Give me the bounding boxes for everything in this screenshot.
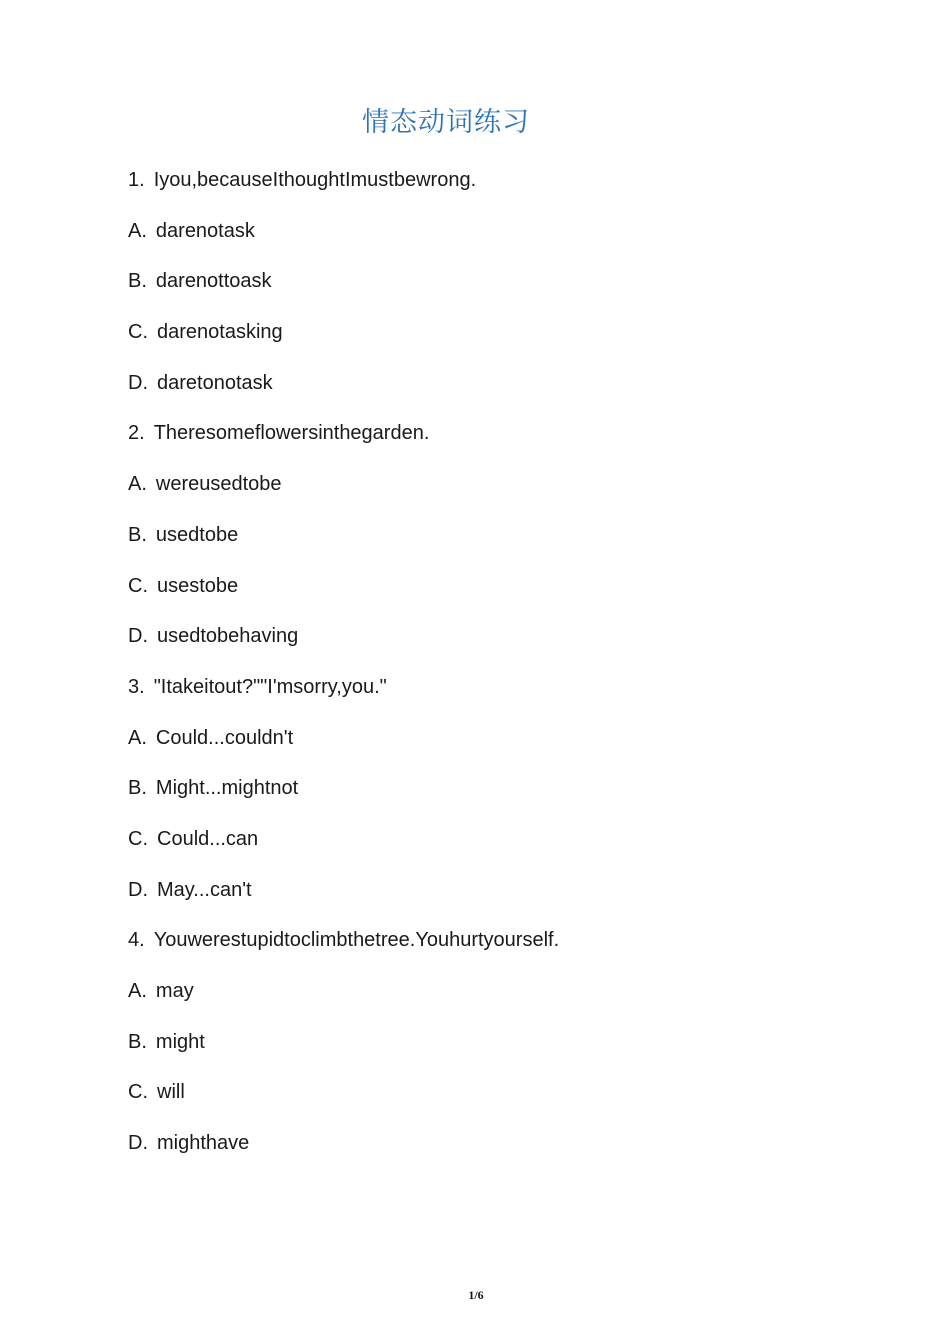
option-1d [128,369,828,420]
option-label: D. [128,878,148,901]
question-text: Youwerestupidtoclimbthetree.Youhurtyourself. [153,929,560,952]
option-text: darenotasking [157,321,283,344]
question-1 [128,166,828,217]
option-text: May...can't [157,878,252,901]
question-number: 1. [128,169,145,191]
option-label: C. [128,321,148,344]
option-text: mighthave [157,1132,250,1155]
option-label: B. [128,523,147,546]
option-4a [128,977,828,1028]
page-indicator: 1/6 [468,1288,484,1302]
question-list [128,166,828,1180]
option-label: B. [128,1030,147,1053]
option-2b [128,521,828,572]
option-4c [128,1078,828,1129]
option-1c [128,318,828,369]
option-label: B. [128,777,147,800]
question-3 [128,673,828,724]
option-text: may [155,980,194,1002]
option-text: usedtobe [155,523,239,546]
option-label: A. [128,473,147,496]
question-text: "Itakeitout?""I'msorry,you." [153,675,387,698]
question-4 [128,926,828,977]
page-title: 情态动词练习 [362,107,530,138]
option-1a [128,217,828,268]
option-text: will [157,1081,185,1104]
option-label: C. [128,827,148,850]
option-2a [128,470,828,521]
option-label: B. [128,270,147,293]
option-text: wereusedtobe [155,473,282,496]
option-text: might [155,1030,205,1053]
option-2d [128,622,828,673]
option-label: D. [128,1132,148,1155]
question-text: Iyou,becauseIthoughtImustbewrong. [153,169,477,191]
question-number: 2. [128,422,145,445]
option-text: Could...can [157,827,259,850]
option-3c [128,825,828,876]
question-text: Theresomeflowersinthegarden. [153,422,430,445]
option-label: D. [128,625,148,648]
option-text: daretonotask [157,371,273,394]
option-text: Could...couldn't [155,726,294,749]
option-label: C. [128,1081,148,1104]
option-label: A. [128,980,147,1002]
option-3a [128,724,828,775]
option-text: usestobe [157,574,239,597]
option-text: usedtobehaving [157,625,299,648]
option-text: Might...mightnot [155,777,299,800]
option-3b [128,774,828,825]
option-2c [128,572,828,623]
option-label: A. [128,726,147,749]
option-4d [128,1129,828,1180]
question-number: 4. [128,929,145,952]
question-number: 3. [128,675,145,698]
option-1b [128,267,828,318]
option-label: D. [128,371,148,394]
option-4b [128,1028,828,1079]
option-label: C. [128,574,148,597]
option-text: darenottoask [155,270,272,293]
question-2 [128,419,828,470]
option-text: darenotask [155,219,255,242]
option-label: A. [128,219,147,242]
option-3d [128,876,828,927]
